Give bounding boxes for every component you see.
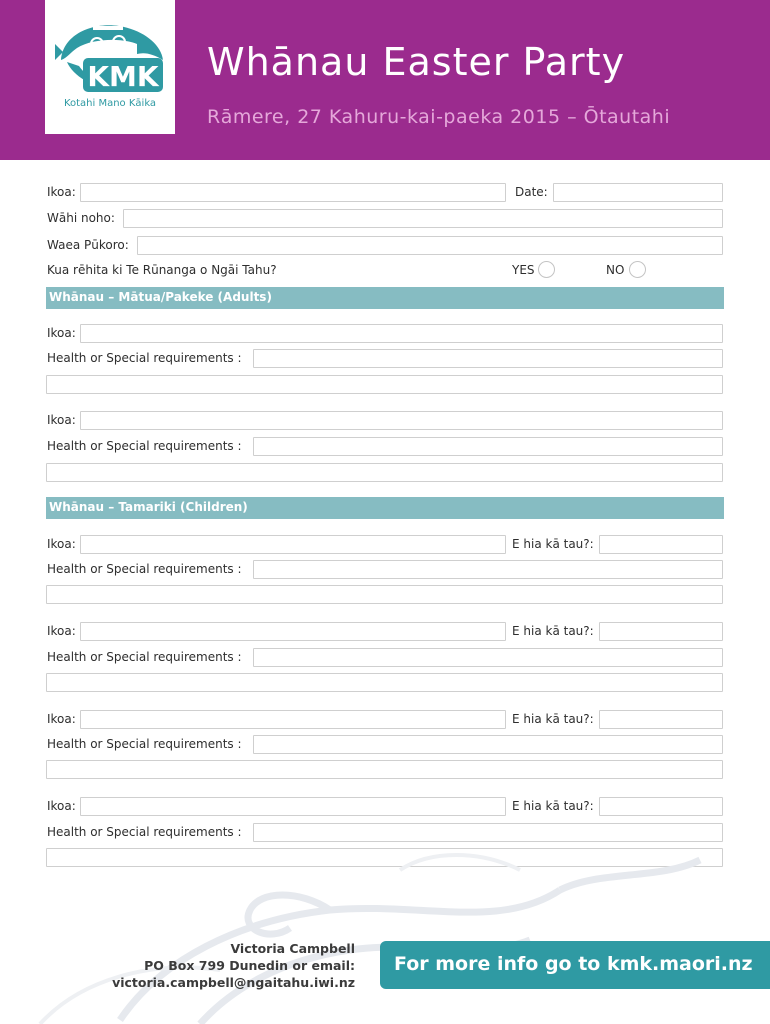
child-4-age-label: E hia kā tau?:	[512, 799, 594, 813]
rehita-question: Kua rēhita ki Te Rūnanga o Ngāi Tahu?	[47, 263, 277, 277]
ikoa-field[interactable]	[80, 183, 506, 202]
child-1-age-field[interactable]	[599, 535, 723, 554]
adult-1-health-label: Health or Special requirements :	[47, 351, 242, 365]
child-1-ikoa-label: Ikoa:	[47, 537, 76, 551]
more-info-banner[interactable]	[380, 941, 770, 989]
children-heading: Whānau – Tamariki (Children)	[49, 500, 248, 514]
date-field[interactable]	[553, 183, 723, 202]
no-radio[interactable]	[629, 261, 646, 278]
yes-label: YES	[512, 263, 535, 277]
logo-caption: Kotahi Mano Kāika	[63, 98, 157, 109]
adult-1-health-extra-field[interactable]	[46, 375, 723, 394]
adult-1-ikoa-label: Ikoa:	[47, 326, 76, 340]
child-4-health-field[interactable]	[253, 823, 723, 842]
child-1-ikoa-field[interactable]	[80, 535, 506, 554]
child-3-health-field[interactable]	[253, 735, 723, 754]
wahi-noho-label: Wāhi noho:	[47, 211, 115, 225]
contact-email[interactable]: victoria.campbell@ngaitahu.iwi.nz	[112, 975, 355, 990]
child-2-ikoa-label: Ikoa:	[47, 624, 76, 638]
child-2-ikoa-field[interactable]	[80, 622, 506, 641]
adult-2-ikoa-field[interactable]	[80, 411, 723, 430]
adult-1-health-field[interactable]	[253, 349, 723, 368]
waea-pukoro-label: Waea Pūkoro:	[47, 238, 129, 252]
adults-heading: Whānau – Mātua/Pakeke (Adults)	[49, 290, 272, 304]
logo-tab	[45, 0, 175, 134]
child-2-age-label: E hia kā tau?:	[512, 624, 594, 638]
no-label: NO	[606, 263, 625, 277]
waea-pukoro-field[interactable]	[137, 236, 723, 255]
yes-radio[interactable]	[538, 261, 555, 278]
child-3-health-label: Health or Special requirements :	[47, 737, 242, 751]
adults-section-header	[46, 287, 724, 309]
child-4-health-label: Health or Special requirements :	[47, 825, 242, 839]
contact-address: PO Box 799 Dunedin or email:	[144, 958, 355, 973]
child-3-age-label: E hia kā tau?:	[512, 712, 594, 726]
child-2-health-label: Health or Special requirements :	[47, 650, 242, 664]
header-banner	[0, 0, 770, 160]
child-3-health-extra-field[interactable]	[46, 760, 723, 779]
child-4-ikoa-label: Ikoa:	[47, 799, 76, 813]
ikoa-label: Ikoa:	[47, 185, 76, 199]
adult-2-health-label: Health or Special requirements :	[47, 439, 242, 453]
page-subtitle: Rāmere, 27 Kahuru-kai-paeka 2015 – Ōtautahi	[207, 106, 671, 128]
wahi-noho-field[interactable]	[123, 209, 723, 228]
logo-text: KMK	[87, 60, 159, 93]
adult-2-ikoa-label: Ikoa:	[47, 413, 76, 427]
koru-pattern-decoration	[0, 850, 770, 1024]
kmk-logo-icon	[53, 14, 169, 102]
child-4-age-field[interactable]	[599, 797, 723, 816]
child-1-health-extra-field[interactable]	[46, 585, 723, 604]
child-1-age-label: E hia kā tau?:	[512, 537, 594, 551]
adult-1-ikoa-field[interactable]	[80, 324, 723, 343]
contact-name: Victoria Campbell	[230, 941, 355, 956]
child-2-health-field[interactable]	[253, 648, 723, 667]
child-1-health-label: Health or Special requirements :	[47, 562, 242, 576]
date-label: Date:	[515, 185, 548, 199]
child-1-health-field[interactable]	[253, 560, 723, 579]
contact-block	[112, 940, 355, 991]
child-3-ikoa-label: Ikoa:	[47, 712, 76, 726]
adult-2-health-extra-field[interactable]	[46, 463, 723, 482]
page-title: Whānau Easter Party	[207, 40, 626, 84]
child-2-age-field[interactable]	[599, 622, 723, 641]
child-2-health-extra-field[interactable]	[46, 673, 723, 692]
children-section-header	[46, 497, 724, 519]
child-3-age-field[interactable]	[599, 710, 723, 729]
child-4-ikoa-field[interactable]	[80, 797, 506, 816]
more-info-text: For more info go to kmk.maori.nz	[394, 953, 753, 975]
child-3-ikoa-field[interactable]	[80, 710, 506, 729]
adult-2-health-field[interactable]	[253, 437, 723, 456]
